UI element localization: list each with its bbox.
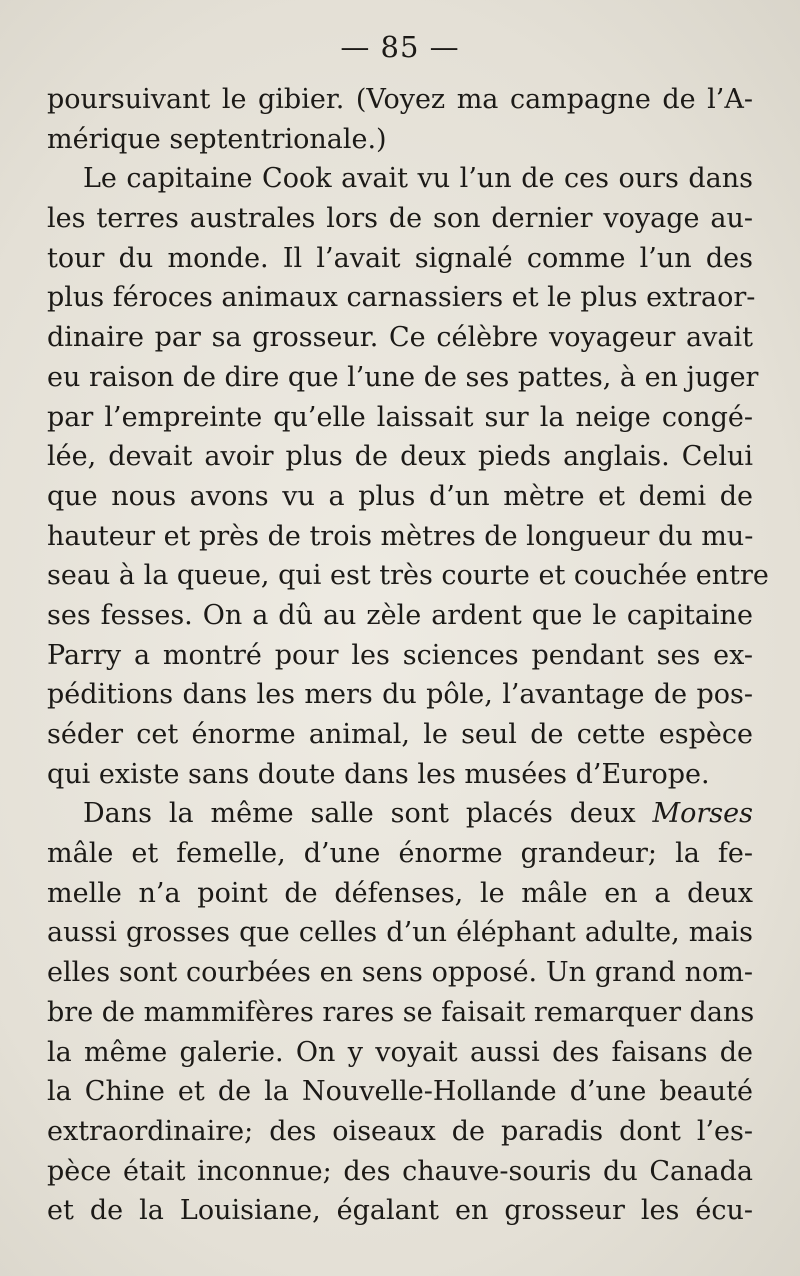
- text-line: tour du monde. Il l’avait signalé comme l’un des: [47, 242, 753, 274]
- text-line: elles sont courbées en sens opposé. Un grand nom-: [47, 957, 753, 989]
- text-line: extraordinaire; des oiseaux de paradis dont l’es-: [47, 1115, 753, 1147]
- morses-line-text: Dans la même salle sont placés deux: [83, 798, 653, 830]
- text-line: hauteur et près de trois mètres de longueur du mu-: [47, 520, 754, 552]
- text-line: la Chine et de la Nouvelle-Hollande d’une beauté: [47, 1076, 753, 1108]
- page-body: [47, 80, 769, 1231]
- text-line: que nous avons vu a plus d’un mètre et demi de: [47, 480, 753, 512]
- text-line: qui existe sans doute dans les musées d’Europe.: [47, 758, 710, 790]
- text-line: mâle et femelle, d’une énorme grandeur; la fe-: [47, 838, 753, 870]
- text-line: eu raison de dire que l’une de ses pattes, à en juger: [47, 361, 759, 393]
- text-line: ses fesses. On a dû au zèle ardent que le capitaine: [47, 599, 753, 631]
- text-line: séder cet énorme animal, le seul de cette espèce: [47, 719, 753, 750]
- text-line: lée, devait avoir plus de deux pieds anglais. Celui: [47, 441, 753, 473]
- text-line-morses: [47, 794, 753, 834]
- morses-italic: Morses: [652, 798, 753, 830]
- text-line: poursuivant le gibier. (Voyez ma campagne de l’A-: [47, 84, 753, 115]
- text-line: seau à la queue, qui est très courte et couchée entre: [47, 560, 769, 592]
- text-line: pèce était inconnue; des chauve-souris du Canada: [47, 1155, 753, 1187]
- text-line: par l’empreinte qu’elle laissait sur la neige congé-: [47, 401, 753, 433]
- text-line: bre de mammifères rares se faisait remarquer dans: [47, 996, 755, 1028]
- text-line: les terres australes lors de son dernier voyage au-: [47, 203, 753, 235]
- text-line: Le capitaine Cook avait vu l’un de ces ours dans: [83, 163, 753, 195]
- text-line: dinaire par sa grosseur. Ce célèbre voyageur avait: [47, 322, 753, 354]
- text-line: plus féroces animaux carnassiers et le plus extraor-: [47, 282, 756, 314]
- text-line: et de la Louisiane, égalant en grosseur les écu-: [47, 1195, 753, 1227]
- text-line: péditions dans les mers du pôle, l’avantage de pos-: [47, 679, 753, 711]
- text-line: aussi grosses que celles d’un éléphant adulte, mais: [47, 917, 753, 949]
- text-line: Parry a montré pour les sciences pendant ses ex-: [47, 639, 753, 671]
- text-line: melle n’a point de défenses, le mâle en a deux: [47, 877, 753, 909]
- page-number: — 85 —: [340, 30, 460, 64]
- text-line: la même galerie. On y voyait aussi des faisans de: [47, 1036, 753, 1068]
- text-line: mérique septentrionale.): [47, 123, 387, 155]
